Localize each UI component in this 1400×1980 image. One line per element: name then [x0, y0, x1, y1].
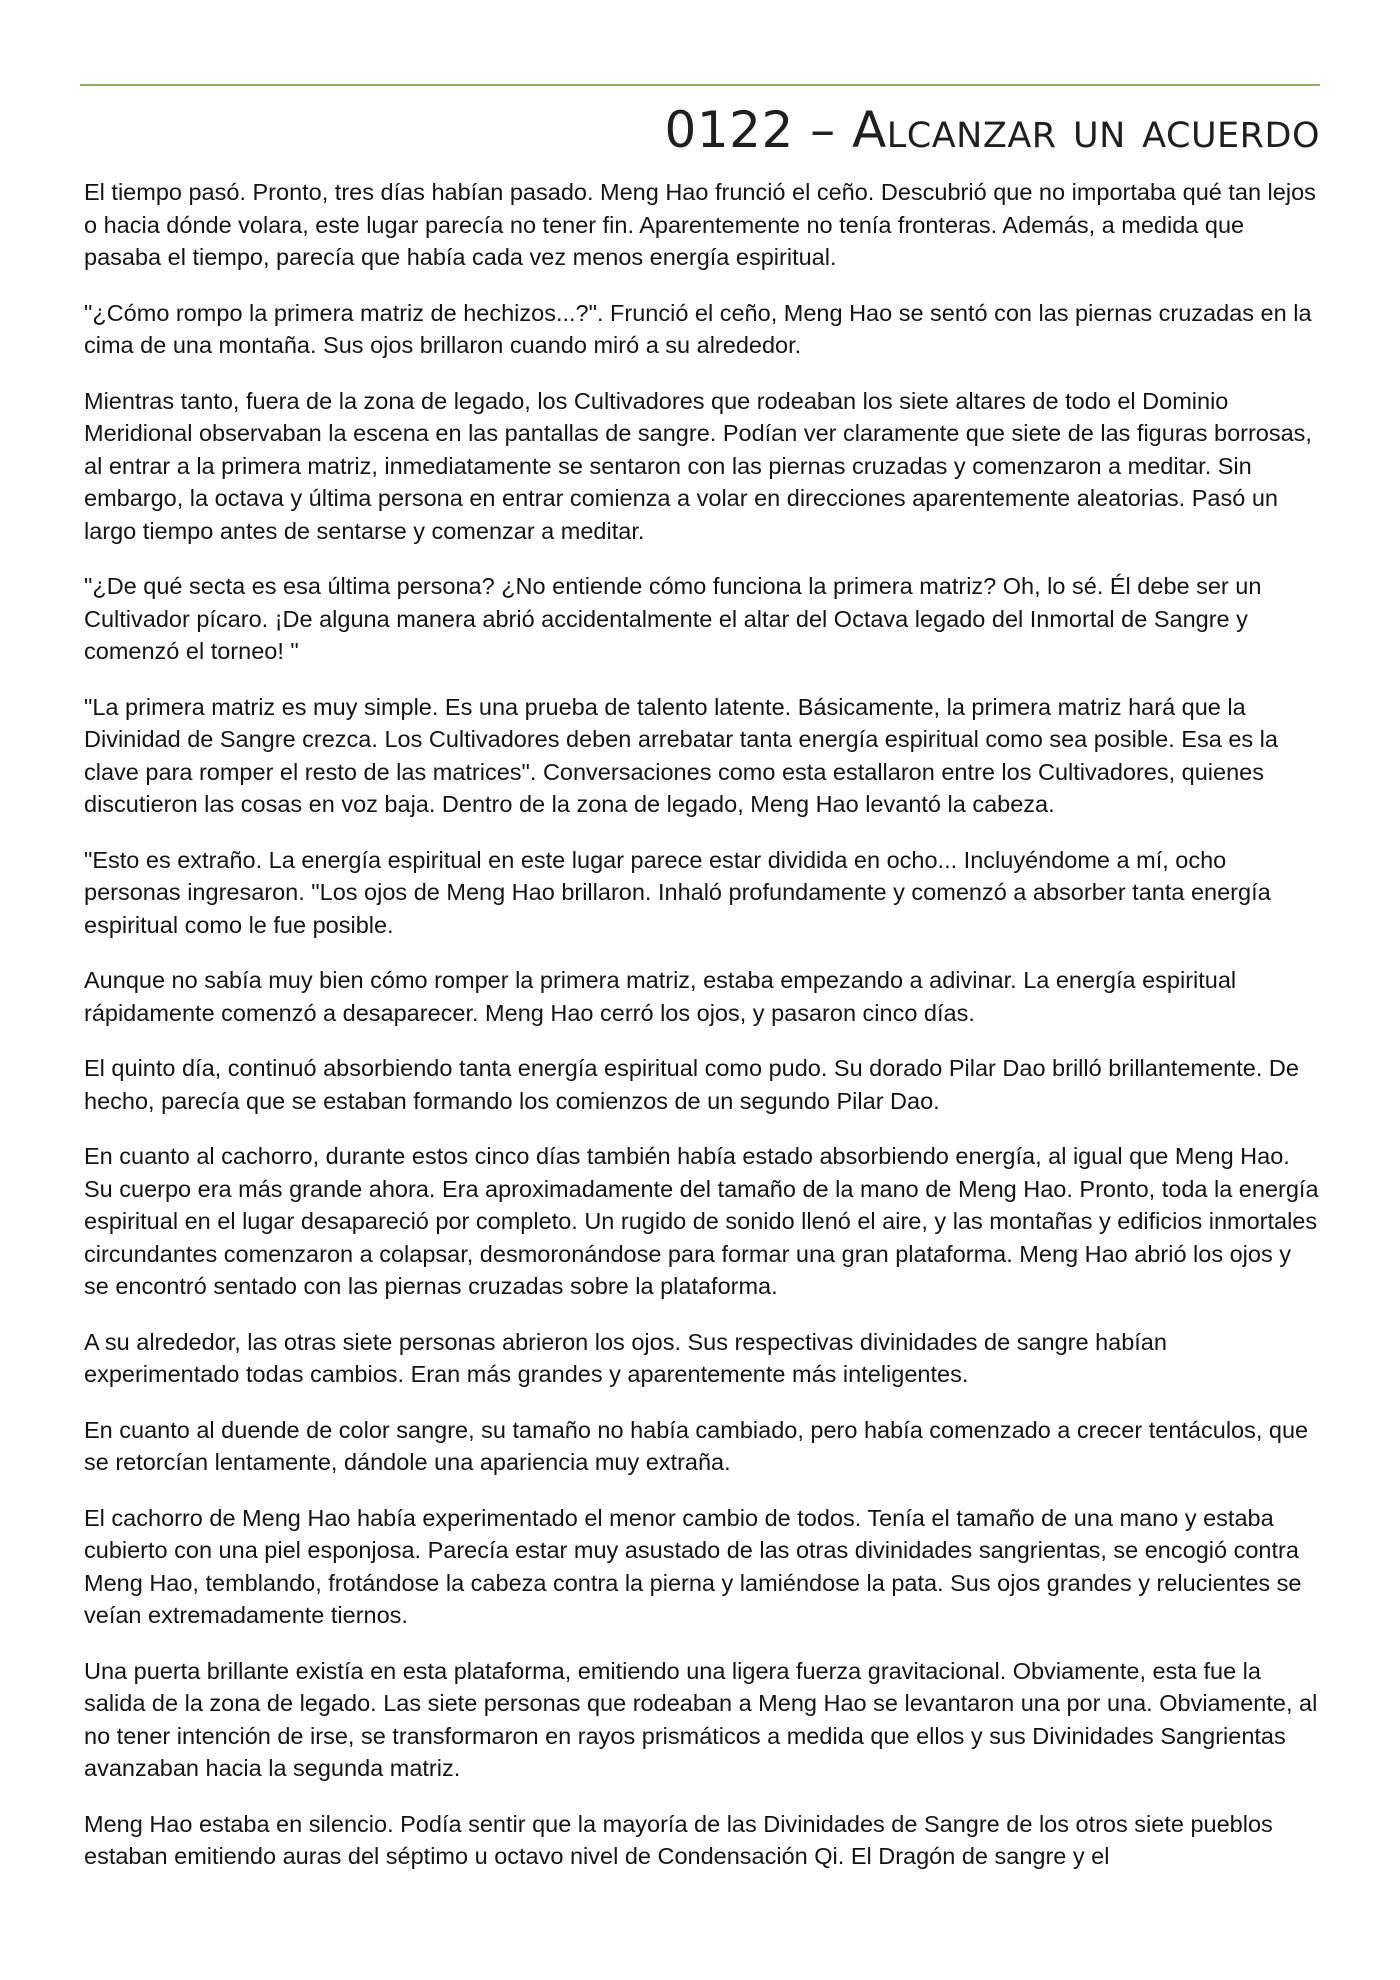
paragraph: En cuanto al duende de color sangre, su tamaño no había cambiado, pero había comenzado a crecer tentáculos, que se retorcían lentamente, dándole una apariencia muy extraña. [84, 1416, 1309, 1475]
paragraph: El tiempo pasó. Pronto, tres días habían pasado. Meng Hao frunció el ceño. Descubrió que no importaba qué tan lejos o hacia dónde volara, este lugar parecía no tener fin. Aparentemente no tenía fronteras. Además, a medida que pasaba el tiempo, parecía que había cada vez menos energía espiritual. [84, 179, 1316, 270]
paragraph: El cachorro de Meng Hao había experimentado el menor cambio de todos. Tenía el tamaño de una mano y estaba cubierto con una piel esponjosa. Parecía estar muy asustado de las otras divinidades sangrientas, se encogió contra Meng Hao, temblando, frotándose la cabeza contra la pierna y lamiéndose la pata. Sus ojos grandes y relucientes se veían extremadamente tiernos. [84, 1504, 1302, 1628]
paragraph: "La primera matriz es muy simple. Es una prueba de talento latente. Básicamente, la primera matriz hará que la Divinidad de Sangre crezca. Los Cultivadores deben arrebatar tanta energía espiritual como sea posible. Esa es la clave para romper el resto de las matrices". Conversaciones como esta estallaron entre los Cultivadores, quienes discutieron las cosas en voz baja. Dentro de la zona de legado, Meng Hao levantó la cabeza. [84, 693, 1278, 817]
paragraph: Una puerta brillante existía en esta plataforma, emitiendo una ligera fuerza gravitacional. Obviamente, esta fue la salida de la zona de legado. Las siete personas que rodeaban a Meng Hao se levantaron una por una. Obviamente, al no tener intención de irse, se transformaron en rayos prismáticos a medida que ellos y sus Divinidades Sangrientas avanzaban hacia la segunda matriz. [84, 1657, 1318, 1781]
paragraph: El quinto día, continuó absorbiendo tanta energía espiritual como pudo. Su dorado Pilar Dao brilló brillantemente. De hecho, parecía que se estaban formando los comienzos de un segundo Pilar Dao. [84, 1055, 1299, 1114]
paragraph: Meng Hao estaba en silencio. Podía sentir que la mayoría de las Divinidades de Sangre de los otros siete pueblos estaban emitiendo auras del séptimo u octavo nivel de Condensación Qi. El Dragón de sangre y el [84, 1810, 1273, 1869]
paragraph: "¿Cómo rompo la primera matriz de hechizos...?". Frunció el ceño, Meng Hao se sentó con las piernas cruzadas en la cima de una montaña. Sus ojos brillaron cuando miró a su alrededor. [84, 299, 1312, 358]
chapter-body [84, 176, 1320, 1896]
paragraph: "¿De qué secta es esa última persona? ¿No entiende cómo funciona la primera matriz? Oh, lo sé. Él debe ser un Cultivador pícaro. ¡De alguna manera abrió accidentalmente el altar del Octava legado del Inmortal de Sangre y comenzó el torneo! " [84, 573, 1262, 664]
header-rule [80, 84, 1320, 86]
paragraph: Mientras tanto, fuera de la zona de legado, los Cultivadores que rodeaban los siete altares de todo el Dominio Meridional observaban la escena en las pantallas de sangre. Podían ver claramente que siete de las figuras borrosas, al entrar a la primera matriz, inmediatamente se sentaron con las piernas cruzadas y comenzaron a meditar. Sin embargo, la octava y última persona en entrar comienza a volar en direcciones aparentemente aleatorias. Pasó un largo tiempo antes de sentarse y comenzar a meditar. [84, 387, 1312, 544]
paragraph: A su alrededor, las otras siete personas abrieron los ojos. Sus respectivas divinidades de sangre habían experimentado todas cambios. Eran más grandes y aparentemente más inteligentes. [84, 1328, 1167, 1387]
paragraph: En cuanto al cachorro, durante estos cinco días también había estado absorbiendo energía, al igual que Meng Hao. Su cuerpo era más grande ahora. Era aproximadamente del tamaño de la mano de Meng Hao. Pronto, toda la energía espiritual en el lugar desapareció por completo. Un rugido de sonido llenó el aire, y las montañas y edificios inmortales circundantes comenzaron a colapsar, desmoronándose para formar una gran plataforma. Meng Hao abrió los ojos y se encontró sentado con las piernas cruzadas sobre la plataforma. [84, 1143, 1319, 1299]
paragraph: Aunque no sabía muy bien cómo romper la primera matriz, estaba empezando a adivinar. La energía espiritual rápidamente comenzó a desaparecer. Meng Hao cerró los ojos, y pasaron cinco días. [84, 967, 1237, 1026]
chapter-title: 0122 – Alcanzar un acuerdo [664, 101, 1320, 159]
paragraph: "Esto es extraño. La energía espiritual en este lugar parece estar dividida en ocho... Incluyéndome a mí, ocho personas ingresaron. "Los ojos de Meng Hao brillaron. Inhaló profundamente y comenzó a absorber tanta energía espiritual como le fue posible. [84, 846, 1271, 938]
